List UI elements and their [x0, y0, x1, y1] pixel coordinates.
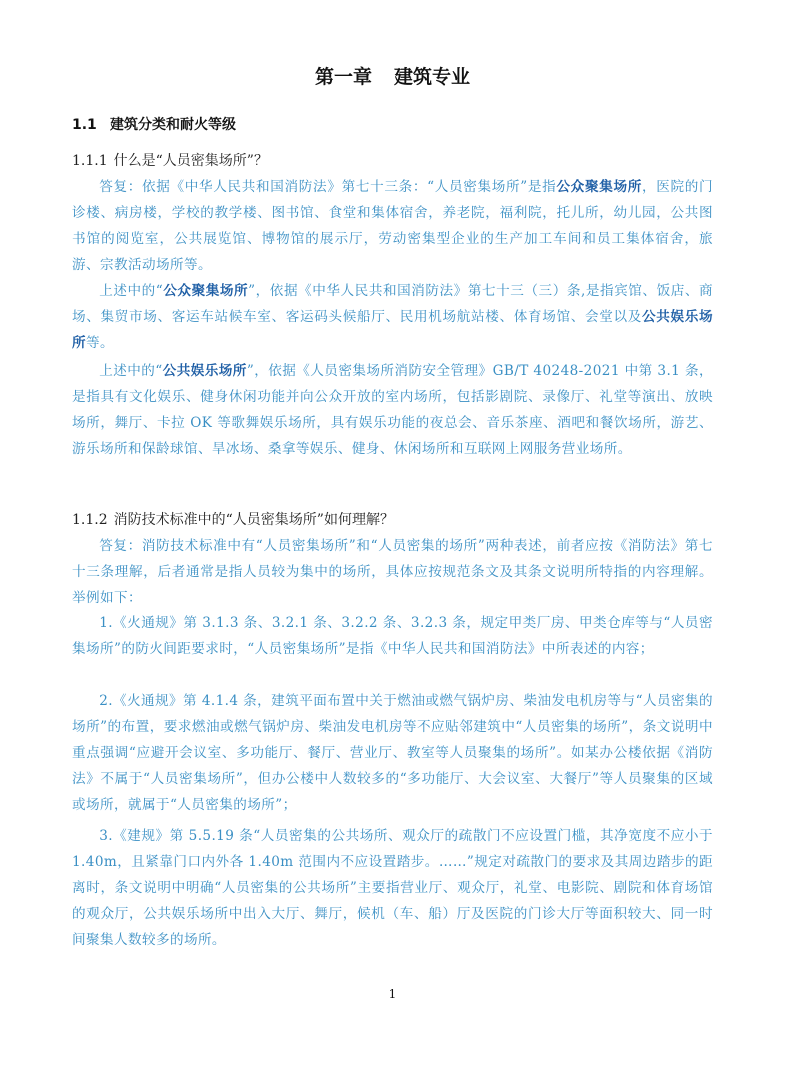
section-heading — [72, 114, 236, 134]
chapter-title — [0, 62, 785, 89]
answer-paragraph — [72, 358, 713, 462]
question-title: 什么是“人员密集场所”？ — [113, 153, 268, 169]
answer-paragraph: 1.《火通规》第 3.1.3 条、3.2.1 条、3.2.2 条、3.2.3 条，规定甲类厂房、甲类仓库等与“人员密集场所”的防火间距要求时，“人员密集场所”是指《中华人民共和国消防法》中所表述的内容； — [72, 615, 713, 657]
paragraph-text: 答复：依据《中华人民共和国消防法》第七十三条：“人员密集场所”是指 — [99, 179, 557, 195]
paragraph-text: ”，依据《中华人民共和国消防法》第七十三（三）条,是指宾馆、饭店、商场、集贸市场、客运车站候车室、客运码头候船厅、民用机场航站楼、体育场馆、会堂以及 — [72, 283, 714, 325]
answer-paragraph: 答复：消防技术标准中有“人员密集场所”和“人员密集的场所”两种表述，前者应按《消防法》第七十三条理解，后者通常是指人员较为集中的场所，具体应按规范条文及其条文说明所特指的内容理解。举例如下： — [72, 538, 713, 606]
question-number: 1.1.2 — [72, 512, 108, 528]
chapter-number: 第一章 — [314, 66, 372, 88]
answer-paragraph — [72, 174, 713, 278]
answer-paragraph: 2.《火通规》第 4.1.4 条，建筑平面布置中关于燃油或燃气锅炉房、柴油发电机房等与“人员密集的场所”的布置，要求燃油或燃气锅炉房、柴油发电机房等不应贴邻建筑中“人员密集的场所”，条文说明中重点强调“应避开会议室、多功能厅、餐厅、营业厅、教室等人员聚集的场所”。如某办公楼依据《消防法》不属于“人员密集场所”，但办公楼中人数较多的“多功能厅、大会议室、大餐厅”等人员聚集的区域或场所，就属于“人员密集的场所”； — [72, 693, 713, 813]
paragraph-text: 等。 — [86, 335, 114, 351]
answer-paragraph: 3.《建规》第 5.5.19 条“人员密集的公共场所、观众厅的疏散门不应设置门槛，其净宽度不应小于 1.40m，且紧靠门口内外各 1.40m 范围内不应设置踏步。……”规定对疏散门的要求及其周边踏步的距离时，条文说明中明确“人员密集的公共场所”主要指营业厅、观众厅，礼堂、电影院、剧院和体育场馆的观众厅，公共娱乐场所中出入大厅、舞厅，候机（车、船）厅及医院的门诊大厅等面积较大、同一时间聚集人数较多的场所。 — [72, 828, 713, 948]
emphasis-term: 公共娱乐场所 — [162, 363, 247, 379]
question-heading — [72, 150, 268, 170]
section-number: 1.1 — [72, 117, 97, 133]
question-title: 消防技术标准中的“人员密集场所”如何理解？ — [113, 512, 394, 528]
paragraph-text: 上述中的“ — [99, 363, 163, 379]
paragraph-text: 上述中的“ — [99, 283, 164, 299]
emphasis-term: 公众聚集场所 — [556, 179, 642, 195]
paragraph-text: ，医院的门诊楼、病房楼，学校的教学楼、图书馆、食堂和集体宿舍，养老院，福利院，托儿所，幼儿园，公共图书馆的阅览室，公共展览馆、博物馆的展示厅，劳动密集型企业的生产加工车间和员工集体宿舍，旅游、宗教活动场所等。 — [72, 179, 714, 273]
answer-paragraph — [72, 278, 713, 356]
section-title: 建筑分类和耐火等级 — [110, 117, 236, 133]
question-number: 1.1.1 — [72, 153, 108, 169]
page-number: 1 — [388, 987, 397, 1001]
emphasis-term: 公共娱乐场所 — [72, 309, 714, 351]
paragraph-text: ”，依据《人员密集场所消防安全管理》GB/T 40248-2021 中第 3.1 条，是指具有文化娱乐、健身休闲功能并向公众开放的室内场所，包括影剧院、录像厅、礼堂等演出、放映场所，舞厅、卡拉 OK 等歌舞娱乐场所，具有娱乐功能的夜总会、音乐茶座、酒吧和餐饮场所，游艺、游乐场所和保龄球馆、旱冰场、桑拿等娱乐、健身、休闲场所和互联网上网服务营业场所。 — [72, 363, 713, 457]
emphasis-term: 公众聚集场所 — [163, 283, 249, 299]
question-heading — [72, 509, 394, 529]
chapter-name: 建筑专业 — [394, 66, 471, 88]
